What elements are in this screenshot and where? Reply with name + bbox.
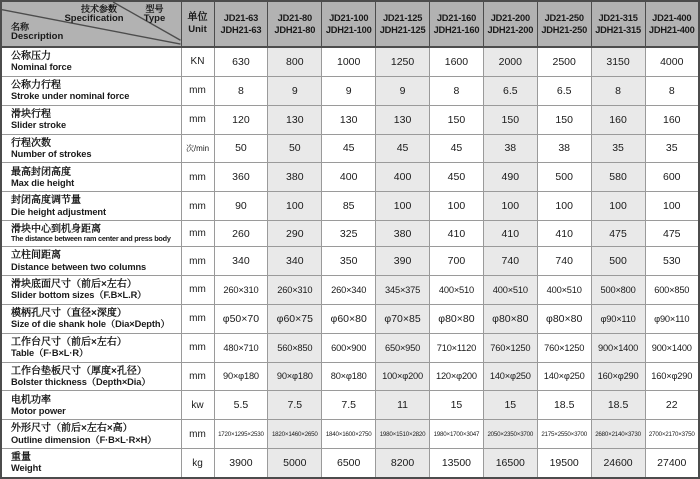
- value-cell: 18.5: [591, 391, 645, 420]
- value-cell: 600: [645, 163, 699, 192]
- value-cell: 6.5: [483, 76, 537, 105]
- spec-row: [1, 247, 699, 276]
- value-cell: 15: [430, 391, 484, 420]
- value-cell: 1250: [376, 47, 430, 76]
- model-header-jd21-315: JD21-315 JDH21-315: [591, 1, 645, 47]
- spec-row: [1, 105, 699, 134]
- value-cell: 6.5: [537, 76, 591, 105]
- value-cell: 290: [268, 221, 322, 247]
- value-cell: 380: [376, 221, 430, 247]
- value-cell: 100×φ200: [376, 362, 430, 391]
- table-body: [1, 47, 699, 478]
- model-header-jd21-100: JD21-100 JDH21-100: [322, 1, 376, 47]
- spec-row: [1, 276, 699, 305]
- spec-row: [1, 134, 699, 163]
- value-cell: 100: [430, 192, 484, 221]
- value-cell: φ80×80: [537, 304, 591, 333]
- value-cell: 600×850: [645, 276, 699, 305]
- value-cell: φ90×110: [591, 304, 645, 333]
- value-cell: 1000: [322, 47, 376, 76]
- row-label: 行程次数 Number of strokes: [1, 134, 181, 163]
- row-label: 外形尺寸（前后×左右×高） Outline dimension（F·B×L·R×H）: [1, 420, 181, 449]
- value-cell: 260×310: [268, 276, 322, 305]
- value-cell: 410: [430, 221, 484, 247]
- model-header-jd21-80: JD21-80 JDH21-80: [268, 1, 322, 47]
- value-cell: 35: [645, 134, 699, 163]
- value-cell: 150: [537, 105, 591, 134]
- value-cell: 475: [645, 221, 699, 247]
- value-cell: 90×φ180: [214, 362, 268, 391]
- value-cell: 18.5: [537, 391, 591, 420]
- value-cell: 160×φ290: [645, 362, 699, 391]
- corner-description-zh: 名称: [11, 21, 30, 32]
- value-cell: 140×φ250: [483, 362, 537, 391]
- row-label: 工作台尺寸（前后×左右） Table（F·B×L·R）: [1, 333, 181, 362]
- unit-header-zh: 单位: [187, 11, 208, 23]
- value-cell: 6500: [322, 449, 376, 478]
- value-cell: 8: [430, 76, 484, 105]
- value-cell: 500: [537, 163, 591, 192]
- value-cell: 120×φ200: [430, 362, 484, 391]
- value-cell: 140×φ250: [537, 362, 591, 391]
- corner-cell: [1, 1, 181, 47]
- model-header-jd21-200: JD21-200 JDH21-200: [483, 1, 537, 47]
- unit-cell: mm: [181, 163, 214, 192]
- value-cell: 90×φ180: [268, 362, 322, 391]
- value-cell: 24600: [591, 449, 645, 478]
- unit-cell: mm: [181, 192, 214, 221]
- value-cell: φ50×70: [214, 304, 268, 333]
- value-cell: 2700×2170×3750: [645, 420, 699, 449]
- spec-row: [1, 221, 699, 247]
- value-cell: 2680×2140×3730: [591, 420, 645, 449]
- value-cell: 45: [322, 134, 376, 163]
- unit-cell: mm: [181, 221, 214, 247]
- value-cell: 100: [268, 192, 322, 221]
- value-cell: 740: [537, 247, 591, 276]
- unit-cell: KN: [181, 47, 214, 76]
- row-label: 滑块底面尺寸（前后×左右） Slider bottom sizes（F.B×L.R）: [1, 276, 181, 305]
- value-cell: 160: [645, 105, 699, 134]
- value-cell: 11: [376, 391, 430, 420]
- value-cell: 340: [214, 247, 268, 276]
- spec-row: [1, 47, 699, 76]
- value-cell: 9: [322, 76, 376, 105]
- value-cell: 390: [376, 247, 430, 276]
- value-cell: 4000: [645, 47, 699, 76]
- value-cell: 8200: [376, 449, 430, 478]
- value-cell: 100: [537, 192, 591, 221]
- value-cell: 710×1120: [430, 333, 484, 362]
- value-cell: 5.5: [214, 391, 268, 420]
- row-label: 模柄孔尺寸（直径×深度） Size of die shank hole（Dia×Depth）: [1, 304, 181, 333]
- corner-type-en: Type: [143, 13, 166, 25]
- model-header-jd21-250: JD21-250 JDH21-250: [537, 1, 591, 47]
- value-cell: 130: [322, 105, 376, 134]
- value-cell: 650×950: [376, 333, 430, 362]
- value-cell: 45: [376, 134, 430, 163]
- value-cell: 350: [322, 247, 376, 276]
- model-header-jd21-125: JD21-125 JDH21-125: [376, 1, 430, 47]
- unit-cell: mm: [181, 304, 214, 333]
- spec-row: [1, 163, 699, 192]
- value-cell: 900×1400: [591, 333, 645, 362]
- value-cell: 410: [483, 221, 537, 247]
- unit-header-en: Unit: [188, 24, 207, 36]
- value-cell: 345×375: [376, 276, 430, 305]
- value-cell: φ90×110: [645, 304, 699, 333]
- value-cell: 5000: [268, 449, 322, 478]
- value-cell: 8: [214, 76, 268, 105]
- value-cell: 100: [591, 192, 645, 221]
- value-cell: 340: [268, 247, 322, 276]
- corner-specification-en: Specification: [64, 13, 124, 25]
- value-cell: 13500: [430, 449, 484, 478]
- corner-specification-zh: 技术参数: [80, 4, 117, 14]
- value-cell: 160: [591, 105, 645, 134]
- value-cell: 3900: [214, 449, 268, 478]
- value-cell: 8: [591, 76, 645, 105]
- spec-row: [1, 449, 699, 478]
- value-cell: 160×φ290: [591, 362, 645, 391]
- unit-cell: mm: [181, 76, 214, 105]
- value-cell: 19500: [537, 449, 591, 478]
- value-cell: 400: [322, 163, 376, 192]
- spec-row: [1, 76, 699, 105]
- value-cell: 100: [483, 192, 537, 221]
- value-cell: 400×510: [537, 276, 591, 305]
- value-cell: φ70×85: [376, 304, 430, 333]
- spec-row: [1, 420, 699, 449]
- value-cell: 100: [376, 192, 430, 221]
- value-cell: 35: [591, 134, 645, 163]
- row-label: 工作台垫板尺寸（厚度×孔径） Bolster thickness（Depth×Dia）: [1, 362, 181, 391]
- value-cell: 260×310: [214, 276, 268, 305]
- model-header-jd21-160: JD21-160 JDH21-160: [430, 1, 484, 47]
- value-cell: 22: [645, 391, 699, 420]
- row-label: 电机功率 Motor power: [1, 391, 181, 420]
- value-cell: 260: [214, 221, 268, 247]
- spec-row: [1, 192, 699, 221]
- spec-row: [1, 304, 699, 333]
- value-cell: 530: [645, 247, 699, 276]
- value-cell: 450: [430, 163, 484, 192]
- value-cell: 9: [376, 76, 430, 105]
- row-label: 滑块行程 Slider stroke: [1, 105, 181, 134]
- value-cell: 580: [591, 163, 645, 192]
- value-cell: 8: [645, 76, 699, 105]
- value-cell: 1720×1295×2530: [214, 420, 268, 449]
- value-cell: 80×φ180: [322, 362, 376, 391]
- value-cell: 700: [430, 247, 484, 276]
- spec-row: [1, 362, 699, 391]
- value-cell: 760×1250: [483, 333, 537, 362]
- value-cell: 800: [268, 47, 322, 76]
- value-cell: φ60×75: [268, 304, 322, 333]
- value-cell: 480×710: [214, 333, 268, 362]
- value-cell: 900×1400: [645, 333, 699, 362]
- value-cell: 130: [376, 105, 430, 134]
- unit-cell: mm: [181, 105, 214, 134]
- unit-cell: kg: [181, 449, 214, 478]
- row-label: 封闭高度调节量 Die height adjustment: [1, 192, 181, 221]
- value-cell: 600×900: [322, 333, 376, 362]
- value-cell: 90: [214, 192, 268, 221]
- value-cell: 400×510: [483, 276, 537, 305]
- value-cell: 3150: [591, 47, 645, 76]
- row-label: 重量 Weight: [1, 449, 181, 478]
- model-header-jd21-63: JD21-63 JDH21-63: [214, 1, 268, 47]
- value-cell: 150: [430, 105, 484, 134]
- value-cell: 120: [214, 105, 268, 134]
- value-cell: 1600: [430, 47, 484, 76]
- value-cell: 2050×2350×3700: [483, 420, 537, 449]
- value-cell: 7.5: [268, 391, 322, 420]
- value-cell: 85: [322, 192, 376, 221]
- value-cell: 50: [268, 134, 322, 163]
- unit-cell: 次/min: [181, 134, 214, 163]
- row-label: 公称力行程 Stroke under nominal force: [1, 76, 181, 105]
- value-cell: 490: [483, 163, 537, 192]
- value-cell: φ80×80: [483, 304, 537, 333]
- value-cell: 2175×2550×3700: [537, 420, 591, 449]
- value-cell: 38: [483, 134, 537, 163]
- value-cell: 400: [376, 163, 430, 192]
- spec-row: [1, 391, 699, 420]
- value-cell: φ80×80: [430, 304, 484, 333]
- row-label: 立柱间距离 Distance between two columns: [1, 247, 181, 276]
- value-cell: 9: [268, 76, 322, 105]
- value-cell: 150: [483, 105, 537, 134]
- value-cell: 16500: [483, 449, 537, 478]
- unit-cell: mm: [181, 420, 214, 449]
- value-cell: 630: [214, 47, 268, 76]
- value-cell: 400×510: [430, 276, 484, 305]
- value-cell: 100: [645, 192, 699, 221]
- row-label: 滑块中心到机身距离 The distance between ram center and press body: [1, 221, 181, 247]
- value-cell: 130: [268, 105, 322, 134]
- value-cell: 1820×1460×2650: [268, 420, 322, 449]
- value-cell: 7.5: [322, 391, 376, 420]
- value-cell: 740: [483, 247, 537, 276]
- value-cell: 1840×1600×2750: [322, 420, 376, 449]
- value-cell: 27400: [645, 449, 699, 478]
- unit-cell: mm: [181, 276, 214, 305]
- value-cell: 560×850: [268, 333, 322, 362]
- value-cell: 45: [430, 134, 484, 163]
- unit-cell: mm: [181, 247, 214, 276]
- corner-type-label: [135, 4, 175, 25]
- corner-description-en: Description: [11, 31, 64, 43]
- spec-row: [1, 333, 699, 362]
- row-label: 公称压力 Nominal force: [1, 47, 181, 76]
- value-cell: 475: [591, 221, 645, 247]
- header-row: [1, 1, 699, 47]
- row-label: 最高封闭高度 Max die height: [1, 163, 181, 192]
- value-cell: 38: [537, 134, 591, 163]
- value-cell: 325: [322, 221, 376, 247]
- value-cell: 500: [591, 247, 645, 276]
- value-cell: 1980×1510×2820: [376, 420, 430, 449]
- model-header-jd21-400: JD21-400 JDH21-400: [645, 1, 699, 47]
- value-cell: 360: [214, 163, 268, 192]
- unit-cell: mm: [181, 333, 214, 362]
- unit-column-header: [181, 1, 214, 47]
- value-cell: φ60×80: [322, 304, 376, 333]
- corner-description-label: [11, 22, 63, 43]
- value-cell: 500×800: [591, 276, 645, 305]
- unit-cell: mm: [181, 362, 214, 391]
- value-cell: 410: [537, 221, 591, 247]
- value-cell: 260×340: [322, 276, 376, 305]
- value-cell: 2000: [483, 47, 537, 76]
- value-cell: 1980×1700×3047: [430, 420, 484, 449]
- unit-cell: kw: [181, 391, 214, 420]
- value-cell: 15: [483, 391, 537, 420]
- corner-type-zh: 型号: [145, 4, 164, 14]
- value-cell: 2500: [537, 47, 591, 76]
- value-cell: 380: [268, 163, 322, 192]
- value-cell: 760×1250: [537, 333, 591, 362]
- value-cell: 50: [214, 134, 268, 163]
